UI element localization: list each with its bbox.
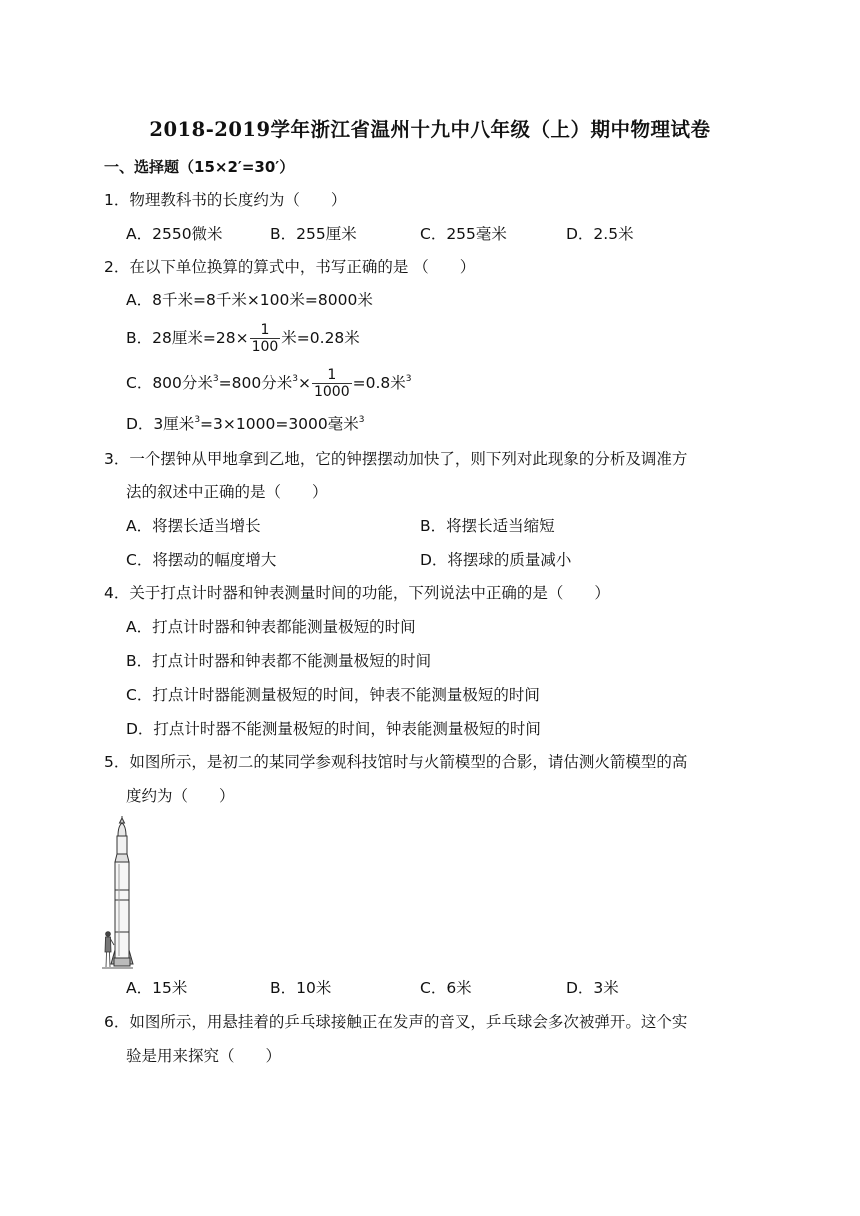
fraction-denominator: 100 xyxy=(251,339,279,355)
question-2-option-a: A．8千米=8千米×100米=8000米 xyxy=(126,291,373,309)
question-2-option-b xyxy=(126,320,360,356)
question-5-stem-line2: 度约为（ ） xyxy=(126,787,235,805)
fraction xyxy=(312,367,352,400)
question-3-option-d: D．将摆球的质量减小 xyxy=(420,551,572,569)
option-c-middle: =800分米 xyxy=(218,374,293,392)
question-3-stem-line1: 3．一个摆钟从甲地拿到乙地，它的钟摆摆动加快了，则下列对此现象的分析及调准方 xyxy=(104,450,688,468)
question-4-option-b: B．打点计时器和钟表都不能测量极短的时间 xyxy=(126,652,432,670)
fraction-numerator: 1 xyxy=(312,367,352,384)
option-b-prefix: B．28厘米=28× xyxy=(126,329,249,347)
fraction-numerator: 1 xyxy=(250,322,281,339)
question-5-option-a: A．15米 xyxy=(126,979,188,997)
option-d-middle: =3×1000=3000毫米 xyxy=(200,415,359,433)
question-1-option-b: B．255厘米 xyxy=(270,225,357,243)
question-1-option-a: A．2550微米 xyxy=(126,225,223,243)
question-4-option-c: C．打点计时器能测量极短的时间，钟表不能测量极短的时间 xyxy=(126,686,540,704)
superscript: 3 xyxy=(212,374,219,384)
superscript: 3 xyxy=(194,415,201,425)
question-4-option-a: A．打点计时器和钟表都能测量极短的时间 xyxy=(126,618,416,636)
question-3-stem-line2: 法的叙述中正确的是（ ） xyxy=(126,483,328,501)
question-6-stem-line2: 验是用来探究（ ） xyxy=(126,1047,282,1065)
question-1-option-d: D．2.5米 xyxy=(566,225,634,243)
fraction-denominator: 1000 xyxy=(313,384,350,400)
option-b-suffix: 米=0.28米 xyxy=(281,329,360,347)
superscript: 3 xyxy=(405,374,412,384)
option-c-suffix: =0.8米 xyxy=(352,374,406,392)
page-title: 2018-2019学年浙江省温州十九中八年级（上）期中物理试卷 xyxy=(149,118,711,141)
question-5-option-b: B．10米 xyxy=(270,979,332,997)
question-5-stem-line1: 5．如图所示，是初二的某同学参观科技馆时与火箭模型的合影，请估测火箭模型的高 xyxy=(104,753,688,771)
question-2-stem: 2．在以下单位换算的算式中，书写正确的是 （ ） xyxy=(104,258,476,276)
fraction xyxy=(250,322,281,355)
question-4-stem: 4．关于打点计时器和钟表测量时间的功能，下列说法中正确的是（ ） xyxy=(104,584,610,602)
superscript: 3 xyxy=(292,374,298,384)
section-heading: 一、选择题（15×2′=30′） xyxy=(104,158,295,176)
question-1-option-c: C．255毫米 xyxy=(420,225,507,243)
question-4-option-d: D．打点计时器不能测量极短的时间，钟表能测量极短的时间 xyxy=(126,720,541,738)
question-6-stem-line1: 6．如图所示，用悬挂着的乒乓球接触正在发声的音叉，乒乓球会多次被弹开。这个实 xyxy=(104,1013,688,1031)
question-3-option-c: C．将摆动的幅度增大 xyxy=(126,551,277,569)
rocket-figure xyxy=(100,814,134,972)
option-c-prefix: C．800分米 xyxy=(126,374,213,392)
superscript: 3 xyxy=(358,415,365,425)
question-5-option-c: C．6米 xyxy=(420,979,472,997)
question-2-option-d xyxy=(126,414,365,434)
question-3-option-b: B．将摆长适当缩短 xyxy=(420,517,555,535)
option-d-prefix: D．3厘米 xyxy=(126,415,195,433)
question-1-stem: 1．物理教科书的长度约为（ ） xyxy=(104,191,347,209)
times-sign: × xyxy=(297,374,311,392)
question-3-option-a: A．将摆长适当增长 xyxy=(126,517,261,535)
question-2-option-c xyxy=(126,365,411,401)
question-5-option-d: D．3米 xyxy=(566,979,619,997)
